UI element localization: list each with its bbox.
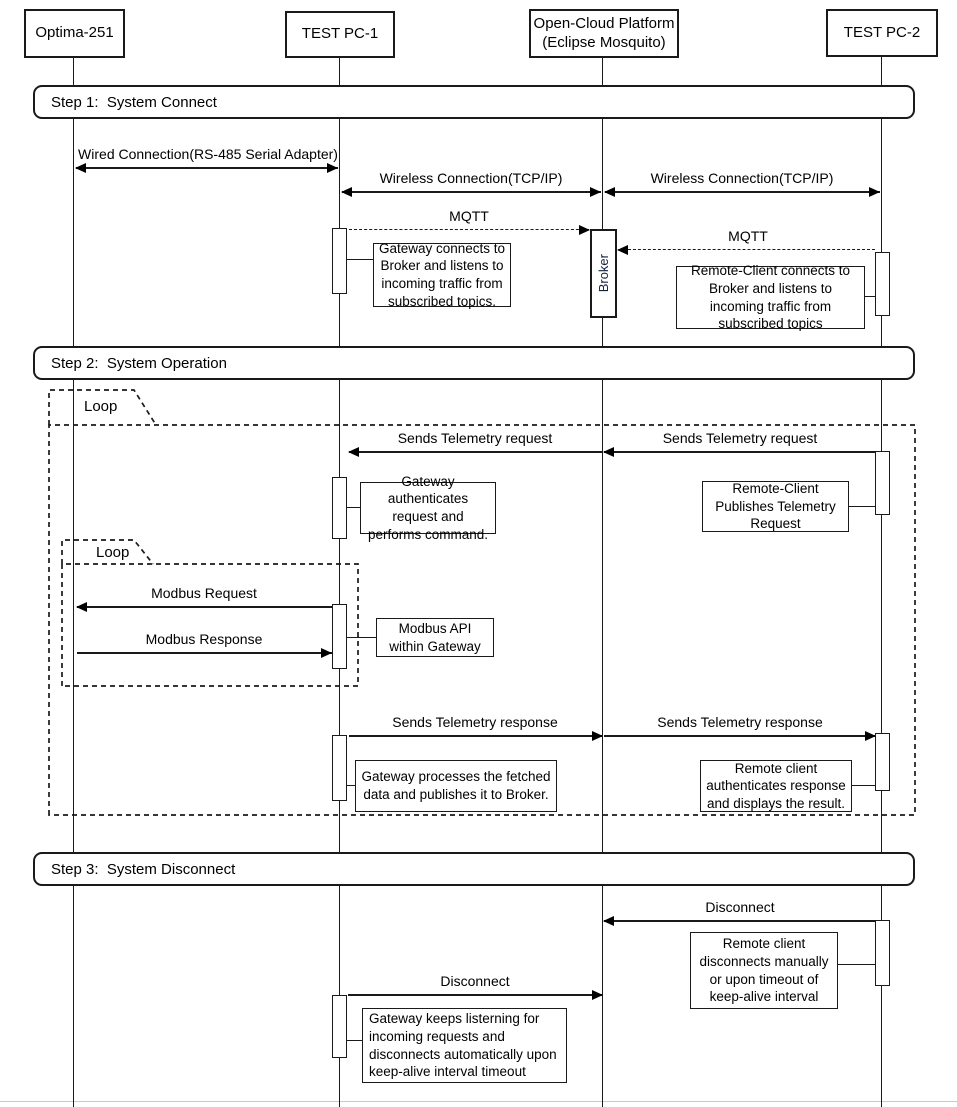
modbus-request-line (77, 606, 332, 608)
arrowhead-right-icon (327, 163, 338, 173)
activation-pc1-disconnect (332, 995, 347, 1058)
note-remote-client-connects: Remote-Client connects to Broker and listens to incoming traffic from subscribed topics (676, 266, 865, 329)
note-connector (347, 507, 360, 508)
actor-test-pc-1: TEST PC-1 (285, 11, 395, 58)
arrowhead-left-icon (76, 602, 87, 612)
disconnect-right-line (604, 920, 875, 922)
arrowhead-right-icon (579, 225, 590, 235)
broker-label: Broker (596, 254, 611, 293)
arrowhead-right-icon (590, 187, 601, 197)
activation-pc1-modbus (332, 604, 347, 669)
note-connector (347, 1040, 363, 1041)
activation-pc2-request (875, 451, 890, 515)
note-gateway-processes: Gateway processes the fetched data and publishes it to Broker. (355, 760, 557, 812)
image-bottom-edge (0, 1101, 957, 1102)
arrowhead-left-icon (603, 447, 614, 457)
note-remote-client-publishes: Remote-Client Publishes Telemetry Request (702, 481, 849, 532)
activation-pc1-connect (332, 228, 347, 294)
note-gateway-connects: Gateway connects to Broker and listens to incoming traffic from subscribed topics. (373, 243, 511, 307)
arrowhead-right-icon (321, 648, 332, 658)
modbus-response-label: Modbus Response (145, 631, 263, 647)
step-2-label: Step 2: System Operation (51, 354, 227, 372)
telemetry-request-left-label: Sends Telemetry request (397, 430, 553, 446)
mqtt-right-line (618, 249, 875, 250)
note-gateway-authenticates: Gateway authenticates request and performs command. (360, 482, 496, 534)
note-remote-client-authenticates: Remote client authenticates response and displays the result. (700, 760, 852, 812)
mqtt-left-label: MQTT (449, 208, 489, 224)
inner-loop-label: Loop (96, 544, 130, 561)
arrowhead-left-icon (348, 447, 359, 457)
telemetry-request-right-line (604, 451, 875, 453)
mqtt-right-label: MQTT (728, 228, 768, 244)
activation-pc1-response (332, 735, 347, 801)
wireless-connection-right-label: Wireless Connection(TCP/IP) (650, 170, 834, 186)
step-1-band (33, 85, 915, 119)
arrowhead-left-icon (603, 916, 614, 926)
lifeline-test-pc-1 (339, 56, 340, 1107)
actor-test-pc-2: TEST PC-2 (826, 9, 938, 57)
arrowhead-left-icon (617, 245, 628, 255)
note-connector (837, 964, 876, 965)
disconnect-left-label: Disconnect (440, 973, 510, 989)
note-modbus-api: Modbus API within Gateway (376, 618, 494, 657)
telemetry-request-left-line (349, 451, 602, 453)
wireless-connection-right-line (605, 191, 880, 193)
disconnect-right-label: Disconnect (705, 899, 775, 915)
step-2-band (33, 346, 915, 380)
actor-open-cloud-platform: Open-Cloud Platform (Eclipse Mosquito) (529, 9, 679, 58)
activation-pc2-response (875, 733, 890, 791)
step-1-label: Step 1: System Connect (51, 93, 217, 111)
arrowhead-left-icon (341, 187, 352, 197)
telemetry-response-right-label: Sends Telemetry response (657, 714, 823, 730)
inner-loop-frame (62, 564, 358, 686)
mqtt-left-line (349, 229, 589, 230)
step-3-label: Step 3: System Disconnect (51, 860, 236, 878)
lifeline-open-cloud-platform (602, 56, 603, 1107)
note-connector (851, 785, 876, 786)
disconnect-left-line (348, 994, 602, 996)
arrowhead-left-icon (75, 163, 86, 173)
note-connector (864, 296, 875, 297)
actor-optima-251: Optima-251 (24, 9, 125, 58)
activation-pc1-request (332, 477, 347, 539)
telemetry-response-left-label: Sends Telemetry response (392, 714, 558, 730)
step-3-band (33, 852, 915, 886)
wired-connection-line (76, 167, 338, 169)
note-connector (849, 506, 876, 507)
telemetry-request-right-label: Sends Telemetry request (662, 430, 818, 446)
outer-loop-label: Loop (84, 398, 118, 415)
telemetry-response-left-line (349, 735, 602, 737)
activation-pc2-disconnect (875, 920, 890, 986)
wired-connection-label: Wired Connection(RS-485 Serial Adapter) (78, 146, 338, 162)
arrowhead-left-icon (604, 187, 615, 197)
lifeline-optima-251 (73, 56, 74, 1107)
arrowhead-right-icon (592, 990, 603, 1000)
wireless-connection-left-line (342, 191, 601, 193)
note-remote-client-disconnects: Remote client disconnects manually or upon timeout of keep-alive interval (690, 932, 838, 1009)
modbus-request-label: Modbus Request (151, 585, 257, 601)
activation-pc2-connect (875, 252, 890, 316)
broker-box (590, 229, 617, 318)
telemetry-response-right-line (604, 735, 875, 737)
note-connector (347, 259, 373, 260)
modbus-response-line (77, 652, 332, 654)
note-gateway-keeps-listening: Gateway keeps listerning for incoming requests and disconnects automatically upon keep-alive interval timeout (362, 1008, 567, 1083)
arrowhead-right-icon (869, 187, 880, 197)
note-connector (347, 637, 376, 638)
wireless-connection-left-label: Wireless Connection(TCP/IP) (379, 170, 563, 186)
arrowhead-right-icon (592, 731, 603, 741)
